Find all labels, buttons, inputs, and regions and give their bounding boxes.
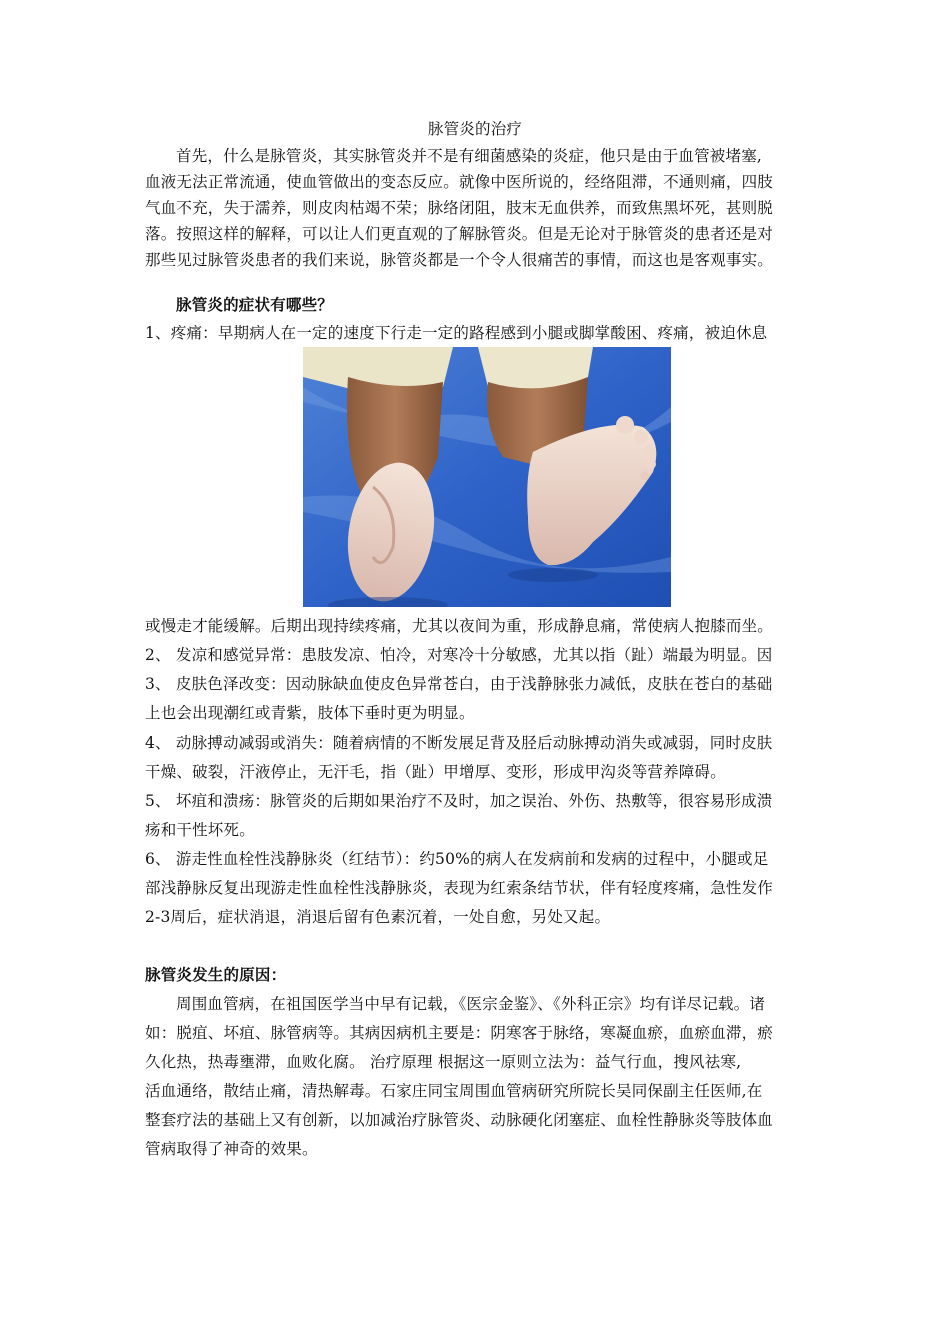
symptom-line: 或慢走才能缓解。后期出现持续疼痛，尤其以夜间为重，形成静息痛，常使病人抱膝而坐。 — [145, 617, 774, 635]
symptom-line: 疡和干性坏死。 — [145, 821, 255, 839]
intro-line: 血液无法正常流通，使血管做出的变态反应。就像中医所说的，经络阻滞，不通则痛，四肢 — [145, 173, 774, 191]
feet-photo — [303, 347, 671, 607]
causes-heading: 脉管炎发生的原因： — [145, 965, 287, 984]
causes-line: 整套疗法的基础上又有创新，以加减治疗脉管炎、动脉硬化闭塞症、血栓性静脉炎等肢体血 — [145, 1111, 774, 1129]
intro-line: 那些见过脉管炎患者的我们来说，脉管炎都是一个令人很痛苦的事情，而这也是客观事实。 — [145, 251, 774, 269]
causes-line: 如：脱疽、坏疽、脉管病等。其病因病机主要是：阴寒客于脉络，寒凝血瘀，血瘀血滞，瘀 — [145, 1024, 774, 1042]
causes-line: 周围血管病，在祖国医学当中早有记载，《医宗金鉴》、《外科正宗》均有详尽记载。诸 — [176, 995, 766, 1013]
causes-line: 活血通络，散结止痛，清热解毒。石家庄同宝周围血管病研究所院长吴同保副主任医师,在 — [145, 1082, 763, 1100]
symptom-line: 3、 皮肤色泽改变：因动脉缺血使皮色异常苍白，由于浅静脉张力减低，皮肤在苍白的基础 — [145, 675, 773, 693]
symptom-line: 2、 发凉和感觉异常：患肢发凉、怕冷，对寒冷十分敏感，尤其以指（趾）端最为明显。因 — [145, 646, 773, 664]
causes-line: 久化热，热毒壅滞，血败化腐。 治疗原理 根据这一原则立法为：益气行血，搜风祛寒, — [145, 1053, 742, 1071]
symptom-line: 干燥、破裂，汗液停止，无汗毛，指（趾）甲增厚、变形，形成甲沟炎等营养障碍。 — [145, 763, 726, 781]
intro-line: 首先，什么是脉管炎，其实脉管炎并不是有细菌感染的炎症，他只是由于血管被堵塞, — [176, 147, 763, 165]
symptom-line: 上也会出现潮红或青紫，肢体下垂时更为明显。 — [145, 704, 475, 722]
intro-line: 落。按照这样的解释，可以让人们更直观的了解脉管炎。但是无论对于脉管炎的患者还是对 — [145, 225, 774, 243]
symptom-line: 6、 游走性血栓性浅静脉炎（红结节）：约50%的病人在发病前和发病的过程中，小腿或足 — [145, 850, 769, 868]
symptoms-heading: 脉管炎的症状有哪些？ — [176, 295, 334, 314]
symptom-line: 1、疼痛：早期病人在一定的速度下行走一定的路程感到小腿或脚掌酸困、疼痛，被迫休息 — [145, 324, 768, 342]
symptom-line: 4、 动脉搏动减弱或消失：随着病情的不断发展足背及胫后动脉搏动消失或减弱，同时皮肤 — [145, 734, 773, 752]
symptom-line: 5、 坏疽和溃疡：脉管炎的后期如果治疗不及时，加之误治、外伤、热敷等，很容易形成溃 — [145, 792, 773, 810]
intro-line: 气血不充，失于濡养，则皮肉枯竭不荣；脉络闭阻，肢末无血供养，而致焦黑坏死，甚则脱 — [145, 199, 774, 217]
page-title: 脉管炎的治疗 — [427, 120, 523, 138]
causes-line: 管病取得了神奇的效果。 — [145, 1140, 318, 1158]
symptom-line: 2-3周后，症状消退，消退后留有色素沉着，一处自愈，另处又起。 — [145, 908, 611, 926]
symptom-line: 部浅静脉反复出现游走性血栓性浅静脉炎，表现为红索条结节状，伴有轻度疼痛，急性发作 — [145, 879, 774, 897]
